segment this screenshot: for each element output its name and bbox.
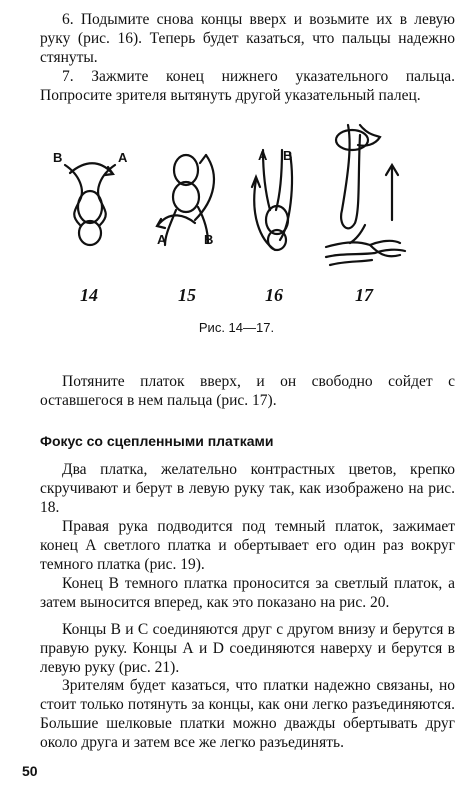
fig16-label-right: В (283, 148, 293, 163)
figure-number-17: 17 (355, 285, 373, 305)
knot-drawings (30, 115, 460, 300)
figure-caption: Рис. 14—17. (198, 320, 275, 335)
paragraph-step-6: 6. Подымите снова концы вверх и возьмите их в левую руку (рис. 16). Теперь будет казаться, что пальцы надежно стянуты. (40, 11, 455, 66)
figure-17-drawing (326, 125, 405, 265)
section-paragraph-4: Концы В и С соединяются друг с другом внизу и берутся в правую руку. Концы А и D соединяются наверху и берутся в левую руку (рис. 21). (40, 621, 455, 676)
fig15-label-right: В (204, 232, 214, 247)
section-paragraph-3: Конец В темного платка проносится за светлый платок, а затем выносится вперед, как это показано на рис. 20. (40, 575, 455, 611)
section-heading: Фокус со сцепленными платками (40, 433, 274, 449)
figure-number-16: 16 (265, 285, 283, 305)
fig16-label-left: А (258, 148, 268, 163)
page-number: 50 (22, 763, 38, 779)
figure-16-drawing (252, 150, 292, 250)
paragraph-step-7: 7. Зажмите конец нижнего указательного пальца. Попросите зрителя вытянуть другой указательный палец. (40, 68, 455, 104)
section-paragraph-1: Два платка, желательно контрастных цветов, крепко скручивают и берут в левую руку так, как изображено на рис. 18. (40, 461, 455, 516)
figure-14-drawing (65, 163, 115, 245)
figure-number-15: 15 (178, 285, 196, 305)
figure-illustrations (30, 115, 460, 300)
fig15-label-left: А (157, 232, 167, 247)
section-paragraph-5: Зрителям будет казаться, что платки надежно связаны, но стоит только потянуть за концы, как они легко разъединяются. Большие шелковые платки можно дважды обертывать друг около друга и затем все же легко разъединять. (40, 677, 455, 751)
figure-number-14: 14 (80, 285, 98, 305)
fig14-label-right: А (118, 150, 128, 165)
section-paragraph-2: Правая рука подводится под темный платок, зажимает конец А светлого платка и обертывает его один раз вокруг темного платка (рис. 19). (40, 518, 455, 573)
paragraph-after-figure: Потяните платок вверх, и он свободно сойдет с оставшегося в нем пальца (рис. 17). (40, 373, 455, 409)
fig14-label-left: В (53, 150, 63, 165)
